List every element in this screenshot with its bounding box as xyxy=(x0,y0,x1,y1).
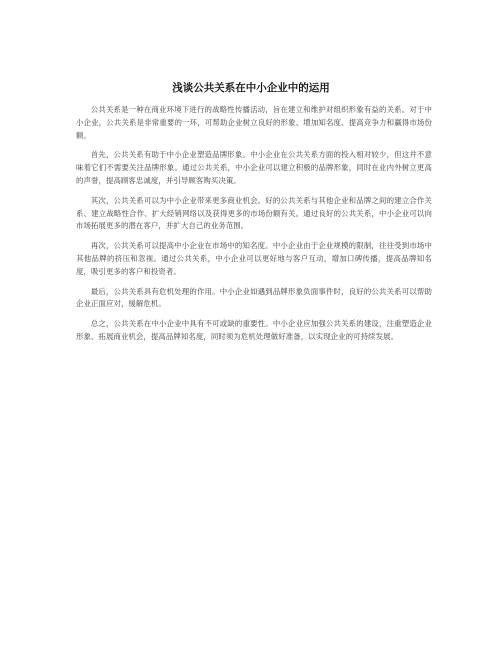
document-body xyxy=(76,104,432,351)
paragraph-crisis-handling: 最后，公共关系具有危机处理的作用。中小企业如遇到品牌形象负面事件时，良好的公共关系可以帮助企业正面应对，缓解危机。 xyxy=(76,286,432,309)
paragraph-intro: 公共关系是一种在商业环境下进行的战略性传播活动，旨在建立和维护对组织形象有益的关系。对于中小企业，公共关系是非常重要的一环，可帮助企业树立良好的形象、增加知名度、提高竞争力和赢得市场份额。 xyxy=(76,105,432,140)
paragraph-brand-image: 首先，公共关系有助于中小企业塑造品牌形象。中小企业在公共关系方面的投入相对较少，但这并不意味着它们不需要关注品牌形象。通过公共关系，中小企业可以建立积极的品牌形象，同时在业内外树立更高的声誉，提高顾客忠诚度，并引导顾客购买决策。 xyxy=(76,150,432,185)
paragraph-visibility: 再次，公共关系可以提高中小企业在市场中的知名度。中小企业由于企业规模的限制，往往受到市场中其他品牌的挤压和忽视。通过公共关系，中小企业可以更好地与客户互动，增加口碑传播，提高品牌知名度，吸引更多的客户和投资者。 xyxy=(76,241,432,276)
document-title: 浅谈公共关系在中小企业中的运用 xyxy=(172,82,330,94)
paragraph-conclusion: 总之，公共关系在中小企业中具有不可或缺的重要性。中小企业应加强公共关系的建设，注重塑造企业形象、拓展商业机会，提高品牌知名度，同时须为危机处理做好准备，以实现企业的可持续发展。 xyxy=(76,319,432,341)
paragraph-business-opportunity: 其次，公共关系可以为中小企业带来更多商业机会。好的公共关系与其他企业和品牌之间的建立合作关系、建立战略性合作、扩大经销网络以及获得更多的市场份额有关。通过良好的公共关系，中小企业可以向市场拓展更多的潜在客户，并扩大自己的业务范围。 xyxy=(76,195,432,231)
